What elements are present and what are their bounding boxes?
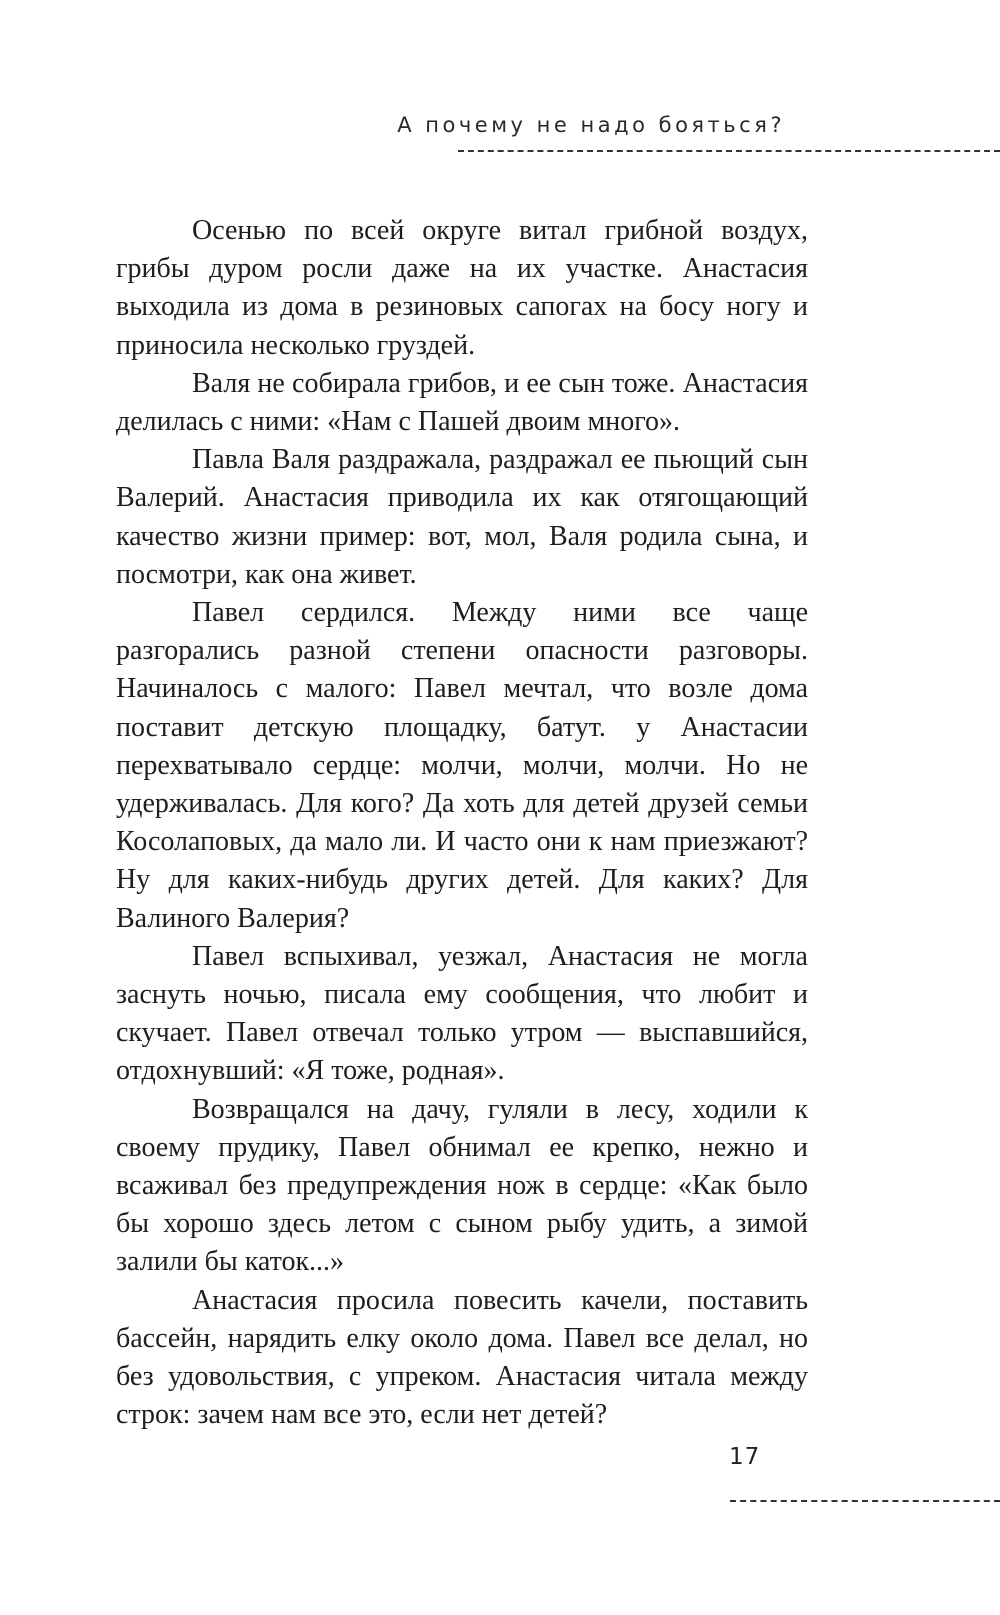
paragraph-6: Возвращался на дачу, гуляли в лесу, ходили к своему прудику, Павел обнимал ее крепко, нежно и всаживал без предупреждения нож в сердце: «Как было бы хорошо здесь летом с сыном рыбу удить, а зимой залили бы каток...» xyxy=(116,1093,808,1278)
page-number: 17 xyxy=(729,1444,761,1470)
paragraph-7: Анастасия просила повесить качели, поставить бассейн, нарядить елку около дома. Павел все делал, но без удовольствия, с упреком. Анастасия читала между строк: зачем нам все это, если нет детей? xyxy=(116,1284,808,1431)
paragraph-2: Валя не собирала грибов, и ее сын тоже. Анастасия делилась с ними: «Нам с Пашей двоим много». xyxy=(116,367,808,438)
body-text xyxy=(116,212,808,1435)
running-header: А почему не надо бояться? xyxy=(397,113,785,137)
paragraph-3: Павла Валя раздражала, раздражал ее пьющий сын Валерий. Анастасия приводила их как отягощающий качество жизни пример: вот, мол, Валя родила сына, и посмотри, как она живет. xyxy=(116,444,808,590)
paragraph-4: Павел сердился. Между ними все чаще разгорались разной степени опасности разговоры. Начиналось с малого: Павел мечтал, что возле дома поставит детскую площадку, батут. у Анастасии перехватывало сердце: молчи, молчи, молчи. Но не удерживалась. Для кого? Да хоть для детей друзей семьи Косолаповых, да мало ли. И часто они к нам приезжают? Ну для каких-нибудь других детей. Для каких? Для Валиного Валерия? xyxy=(116,597,808,934)
footer-dashed-rule xyxy=(730,1500,1000,1502)
header-dashed-rule xyxy=(458,150,1000,152)
paragraph-1: Осенью по всей округе витал грибной воздух, грибы дуром росли даже на их участке. Анастасия выходила из дома в резиновых сапогах на босу ногу и приносила несколько груздей. xyxy=(116,215,808,361)
paragraph-5: Павел вспыхивал, уезжал, Анастасия не могла заснуть ночью, писала ему сообщения, что любит и скучает. Павел отвечал только утром — выспавшийся, отдохнувший: «Я тоже, родная». xyxy=(116,940,808,1087)
